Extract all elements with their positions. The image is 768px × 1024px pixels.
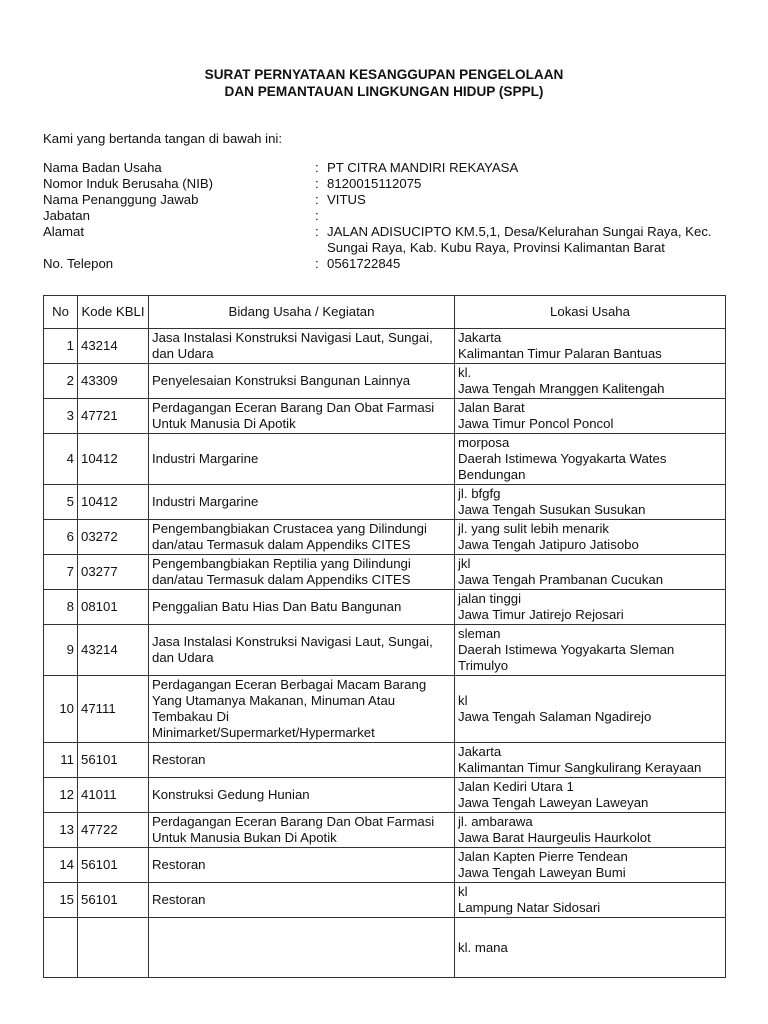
info-label: Alamat: [43, 224, 85, 239]
kode-kbli: 56101: [78, 848, 149, 883]
info-row: [43, 176, 733, 192]
lokasi-usaha: [455, 399, 726, 434]
bidang-usaha: Pengembangbiakan Reptilia yang Dilindungi dan/atau Termasuk dalam Appendiks CITES: [149, 555, 455, 590]
lokasi-usaha: [455, 555, 726, 590]
row-number: 5: [44, 485, 78, 520]
info-value: VITUS: [327, 192, 366, 207]
lokasi-address: Jalan Barat: [458, 400, 525, 415]
info-colon: :: [315, 208, 319, 223]
info-value: 8120015112075: [327, 176, 422, 191]
kode-kbli: 56101: [78, 743, 149, 778]
bidang-usaha: Industri Margarine: [149, 485, 455, 520]
info-value: [327, 208, 727, 224]
info-colon: :: [315, 192, 319, 207]
table-header-row: [44, 296, 726, 329]
info-colon: :: [315, 160, 319, 175]
table-row: [44, 329, 726, 364]
lokasi-usaha: [455, 485, 726, 520]
lokasi-region: Jawa Tengah Mranggen Kalitengah: [458, 381, 665, 396]
kode-kbli: 43214: [78, 329, 149, 364]
table-row: [44, 434, 726, 485]
lokasi-address: jl. ambarawa: [458, 814, 533, 829]
bidang-usaha: Industri Margarine: [149, 434, 455, 485]
lokasi-usaha: [455, 676, 726, 743]
kode-kbli: 47722: [78, 813, 149, 848]
bidang-usaha: Penggalian Batu Hias Dan Batu Bangunan: [149, 590, 455, 625]
info-row: [43, 224, 733, 256]
row-number: 10: [44, 676, 78, 743]
kode-kbli: 43214: [78, 625, 149, 676]
header-bidang-usaha: Bidang Usaha / Kegiatan: [149, 296, 455, 329]
lokasi-address: Jakarta: [458, 744, 502, 759]
row-number: 15: [44, 883, 78, 918]
info-label: Nama Badan Usaha: [43, 160, 162, 175]
lokasi-usaha: [455, 813, 726, 848]
lokasi-address: sleman: [458, 626, 501, 641]
table-row: [44, 676, 726, 743]
info-value: 0561722845: [327, 256, 401, 271]
lokasi-usaha: [455, 625, 726, 676]
table-row: [44, 813, 726, 848]
bidang-usaha: Perdagangan Eceran Berbagai Macam Barang Yang Utamanya Makanan, Minuman Atau Tembakau Di Minimarket/Supermarket/Hypermarket: [149, 676, 455, 743]
table-row: [44, 918, 726, 978]
info-label: No. Telepon: [43, 256, 114, 271]
kode-kbli: [78, 918, 149, 978]
lokasi-address: kl: [458, 693, 468, 708]
info-label: Jabatan: [43, 208, 90, 223]
lokasi-address: kl: [458, 884, 468, 899]
bidang-usaha: Restoran: [149, 883, 455, 918]
table-row: [44, 364, 726, 399]
info-label: Nomor Induk Berusaha (NIB): [43, 176, 214, 191]
row-number: 13: [44, 813, 78, 848]
lokasi-region: Jawa Tengah Laweyan Laweyan: [458, 795, 649, 810]
info-row: [43, 160, 733, 176]
table-row: [44, 555, 726, 590]
lokasi-usaha: [455, 778, 726, 813]
header-lokasi-usaha: Lokasi Usaha: [455, 296, 726, 329]
bidang-usaha: Penyelesaian Konstruksi Bangunan Lainnya: [149, 364, 455, 399]
lokasi-address: kl. mana: [458, 939, 508, 955]
lokasi-address: Jakarta: [458, 330, 502, 345]
page-crop: [0, 990, 768, 1024]
kode-kbli: 10412: [78, 485, 149, 520]
row-number: [44, 918, 78, 978]
document-title: [0, 66, 768, 100]
lokasi-region: Jawa Tengah Jatipuro Jatisobo: [458, 537, 639, 552]
row-number: 4: [44, 434, 78, 485]
kode-kbli: 03272: [78, 520, 149, 555]
lokasi-region: Jawa Tengah Laweyan Bumi: [458, 865, 626, 880]
row-number: 3: [44, 399, 78, 434]
lokasi-usaha: [455, 364, 726, 399]
row-number: 11: [44, 743, 78, 778]
lokasi-address: jl. yang sulit lebih menarik: [458, 521, 609, 536]
bidang-usaha: Restoran: [149, 743, 455, 778]
intro-text: Kami yang bertanda tangan di bawah ini:: [43, 131, 283, 146]
info-colon: :: [315, 176, 319, 191]
info-value: PT CITRA MANDIRI REKAYASA: [327, 160, 519, 175]
header-no: No: [44, 296, 78, 329]
table-row: [44, 883, 726, 918]
table-row: [44, 590, 726, 625]
lokasi-usaha: [455, 848, 726, 883]
info-row: [43, 208, 733, 224]
kode-kbli: 10412: [78, 434, 149, 485]
info-label: Nama Penanggung Jawab: [43, 192, 199, 207]
lokasi-region: Kalimantan Timur Palaran Bantuas: [458, 346, 662, 361]
kode-kbli: 41011: [78, 778, 149, 813]
lokasi-region: Jawa Timur Poncol Poncol: [458, 416, 614, 431]
lokasi-address: Jalan Kediri Utara 1: [458, 779, 574, 794]
lokasi-region: Kalimantan Timur Sangkulirang Kerayaan: [458, 760, 702, 775]
business-table: [43, 295, 726, 978]
lokasi-usaha: [455, 520, 726, 555]
lokasi-address: jkl: [458, 556, 471, 571]
row-number: 12: [44, 778, 78, 813]
lokasi-usaha: [455, 329, 726, 364]
bidang-usaha: [149, 918, 455, 978]
table-row: [44, 625, 726, 676]
bidang-usaha: Restoran: [149, 848, 455, 883]
table-row: [44, 743, 726, 778]
row-number: 9: [44, 625, 78, 676]
info-colon: :: [315, 224, 319, 239]
bidang-usaha: Pengembangbiakan Crustacea yang Dilindungi dan/atau Termasuk dalam Appendiks CITES: [149, 520, 455, 555]
lokasi-usaha: [455, 743, 726, 778]
bidang-usaha: Jasa Instalasi Konstruksi Navigasi Laut, Sungai, dan Udara: [149, 329, 455, 364]
lokasi-address: kl.: [458, 365, 472, 380]
row-number: 7: [44, 555, 78, 590]
table-row: [44, 485, 726, 520]
table-body: [44, 329, 726, 978]
table-row: [44, 520, 726, 555]
lokasi-address: Jalan Kapten Pierre Tendean: [458, 849, 628, 864]
table-row: [44, 778, 726, 813]
kode-kbli: 56101: [78, 883, 149, 918]
bidang-usaha: Perdagangan Eceran Barang Dan Obat Farmasi Untuk Manusia Bukan Di Apotik: [149, 813, 455, 848]
lokasi-usaha: [455, 918, 726, 978]
lokasi-address: jalan tinggi: [458, 591, 522, 606]
bidang-usaha: Jasa Instalasi Konstruksi Navigasi Laut, Sungai, dan Udara: [149, 625, 455, 676]
header-kode-kbli: Kode KBLI: [78, 296, 149, 329]
info-value: JALAN ADISUCIPTO KM.5,1, Desa/Kelurahan Sungai Raya, Kec. Sungai Raya, Kab. Kubu Raya, Provinsi Kalimantan Barat: [327, 224, 712, 255]
info-row: [43, 256, 733, 272]
lokasi-region: Jawa Timur Jatirejo Rejosari: [458, 607, 624, 622]
title-line-2: DAN PEMANTAUAN LINGKUNGAN HIDUP (SPPL): [224, 84, 544, 99]
lokasi-region: Daerah Istimewa Yogyakarta Wates Bendungan: [458, 451, 667, 482]
kode-kbli: 03277: [78, 555, 149, 590]
table-row: [44, 399, 726, 434]
info-colon: :: [315, 256, 319, 271]
lokasi-region: Jawa Tengah Salaman Ngadirejo: [458, 709, 652, 724]
row-number: 6: [44, 520, 78, 555]
lokasi-region: Lampung Natar Sidosari: [458, 900, 601, 915]
row-number: 1: [44, 329, 78, 364]
title-line-1: SURAT PERNYATAAN KESANGGUPAN PENGELOLAAN: [204, 67, 564, 82]
kode-kbli: 47111: [78, 676, 149, 743]
lokasi-usaha: [455, 590, 726, 625]
table-row: [44, 848, 726, 883]
kode-kbli: 08101: [78, 590, 149, 625]
lokasi-region: Daerah Istimewa Yogyakarta Sleman Trimulyo: [458, 642, 675, 673]
info-row: [43, 192, 733, 208]
row-number: 8: [44, 590, 78, 625]
bidang-usaha: Perdagangan Eceran Barang Dan Obat Farmasi Untuk Manusia Di Apotik: [149, 399, 455, 434]
kode-kbli: 43309: [78, 364, 149, 399]
lokasi-region: Jawa Tengah Susukan Susukan: [458, 502, 646, 517]
lokasi-region: Jawa Barat Haurgeulis Haurkolot: [458, 830, 651, 845]
kode-kbli: 47721: [78, 399, 149, 434]
row-number: 2: [44, 364, 78, 399]
bidang-usaha: Konstruksi Gedung Hunian: [149, 778, 455, 813]
lokasi-usaha: [455, 434, 726, 485]
lokasi-address: jl. bfgfg: [458, 486, 501, 501]
lokasi-region: Jawa Tengah Prambanan Cucukan: [458, 572, 664, 587]
lokasi-usaha: [455, 883, 726, 918]
lokasi-address: morposa: [458, 435, 510, 450]
row-number: 14: [44, 848, 78, 883]
identity-info: [43, 160, 733, 272]
